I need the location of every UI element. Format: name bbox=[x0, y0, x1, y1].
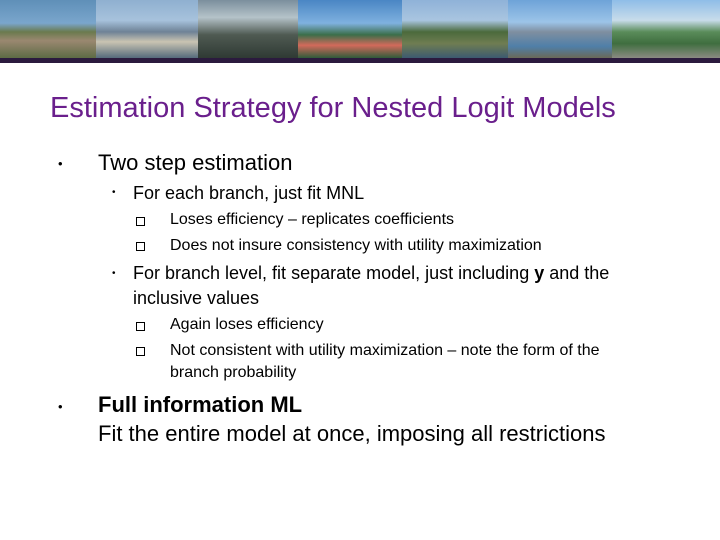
photo-banner bbox=[0, 0, 720, 58]
bullet-not-consistent-cont: branch probability bbox=[170, 364, 297, 381]
bullet-loses-efficiency: Loses efficiency – replicates coefficients bbox=[170, 211, 455, 228]
photo-promenade-trees bbox=[198, 0, 298, 58]
checkbox-bullet-icon bbox=[136, 242, 145, 251]
photo-lake-view bbox=[508, 0, 612, 58]
bullet-marker: • bbox=[112, 187, 116, 198]
branch-level-text-2: and the bbox=[549, 263, 610, 283]
bullet-again-loses: Again loses efficiency bbox=[170, 316, 324, 333]
bullet-fit-entire: Fit the entire model at once, imposing all restrictions bbox=[98, 421, 606, 446]
photo-lakeside-walk bbox=[612, 0, 720, 58]
bullet-marker: • bbox=[58, 156, 63, 171]
banner-divider bbox=[0, 58, 720, 63]
photo-hillside-town bbox=[0, 0, 96, 58]
bullet-marker: • bbox=[58, 399, 63, 414]
checkbox-bullet-icon bbox=[136, 217, 145, 226]
bullet-branch-level-cont: inclusive values bbox=[133, 288, 260, 308]
bullet-marker: • bbox=[112, 268, 116, 279]
branch-level-variable: y bbox=[534, 263, 545, 283]
bullet-branch-level bbox=[133, 263, 609, 284]
bullet-not-consistent: Not consistent with utility maximization – note the form of the bbox=[170, 342, 600, 359]
slide-title: Estimation Strategy for Nested Logit Models bbox=[50, 92, 616, 124]
checkbox-bullet-icon bbox=[136, 322, 145, 331]
photo-lakeside-town bbox=[96, 0, 198, 58]
bullet-two-step: Two step estimation bbox=[98, 150, 293, 175]
photo-lake-peninsula bbox=[402, 0, 508, 58]
branch-level-text-1: For branch level, fit separate model, just including bbox=[133, 263, 530, 283]
checkbox-bullet-icon bbox=[136, 347, 145, 356]
bullet-full-info: Full information ML bbox=[98, 392, 303, 417]
bullet-no-consistency: Does not insure consistency with utility maximization bbox=[170, 237, 542, 254]
bullet-each-branch: For each branch, just fit MNL bbox=[133, 183, 365, 203]
photo-lake-flowers bbox=[298, 0, 402, 58]
